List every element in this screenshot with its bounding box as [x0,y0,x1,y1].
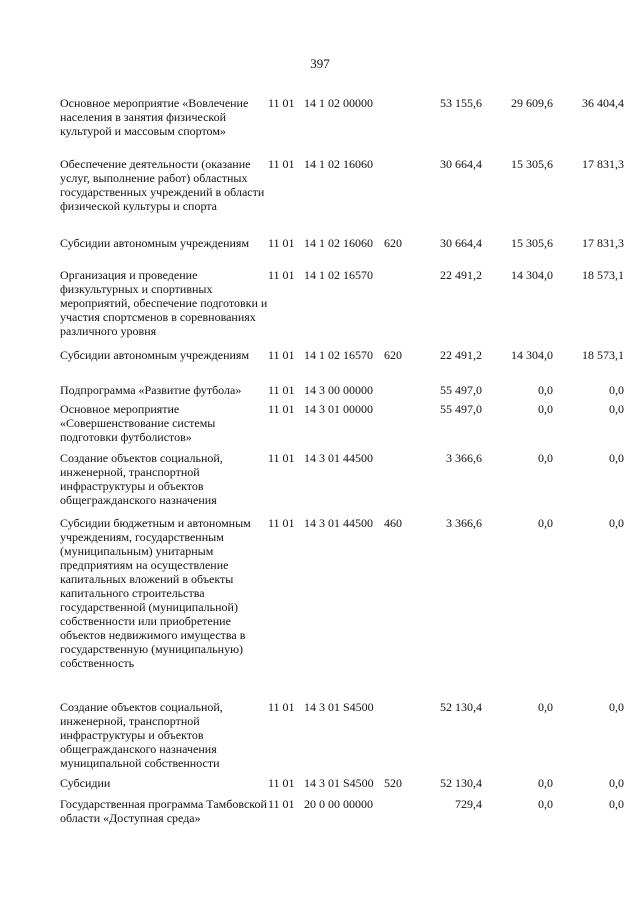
row-target-article: 14 3 01 44500 [304,516,373,530]
row-target-article: 14 3 01 00000 [304,402,373,416]
row-value-3: 0,0 [609,516,624,530]
page-number: 397 [310,56,330,71]
row-target-article: 20 0 00 00000 [304,797,373,811]
row-value-2: 0,0 [538,451,553,465]
row-value-1: 729,4 [455,797,482,811]
row-value-2: 29 609,6 [511,96,553,110]
row-name: Обеспечение деятельности (оказание услуг, выполнение работ) областных государственных учреждений в области физической культуры и спорта [60,157,265,213]
row-value-1: 3 366,6 [446,451,482,465]
row-value-2: 14 304,0 [511,348,553,362]
row-name: Организация и проведение физкультурных и спортивных мероприятий, обеспечение подготовки и участия спортсменов в соревнованиях различного уровня [60,268,268,338]
row-name: Субсидии бюджетным и автономным учреждениям, государственным (муниципальным) унитарным предприятиям на осуществление капитальных вложений в объекты капитального строительства государственной (муниципальной) собственности или приобретение объектов недвижимого имущества в государственную (муниципальную) собственность [60,516,251,670]
row-target-article: 14 1 02 16570 [304,348,373,362]
row-value-3: 0,0 [609,700,624,714]
row-name: Субсидии [60,776,111,790]
row-section: 11 01 [268,700,295,714]
row-value-3: 36 404,4 [582,96,624,110]
row-target-article: 14 3 01 S4500 [304,776,374,790]
row-value-2: 14 304,0 [511,268,553,282]
row-expense-type: 620 [384,348,402,362]
row-name: Государственная программа Тамбовской области «Доступная среда» [60,797,267,825]
row-value-3: 0,0 [609,402,624,416]
row-value-1: 55 497,0 [440,402,482,416]
row-value-3: 17 831,3 [582,236,624,250]
row-value-2: 0,0 [538,516,553,530]
row-value-3: 0,0 [609,383,624,397]
row-value-3: 0,0 [609,776,624,790]
row-value-2: 0,0 [538,776,553,790]
row-expense-type: 620 [384,236,402,250]
row-value-2: 0,0 [538,402,553,416]
row-value-1: 22 491,2 [440,348,482,362]
row-name: Создание объектов социальной, инженерной, транспортной инфраструктуры и объектов общегражданского назначения [60,451,223,507]
row-name: Основное мероприятие «Совершенствование системы подготовки футболистов» [60,402,216,444]
row-section: 11 01 [268,268,295,282]
row-value-3: 0,0 [609,797,624,811]
row-target-article: 14 1 02 16570 [304,268,373,282]
row-section: 11 01 [268,797,295,811]
row-section: 11 01 [268,157,295,171]
row-expense-type: 520 [384,776,402,790]
row-value-2: 0,0 [538,383,553,397]
row-name: Основное мероприятие «Вовлечение населения в занятия физической культурой и массовым спортом» [60,96,249,138]
row-value-1: 3 366,6 [446,516,482,530]
row-section: 11 01 [268,776,295,790]
row-target-article: 14 1 02 00000 [304,96,373,110]
row-value-3: 17 831,3 [582,157,624,171]
row-section: 11 01 [268,236,295,250]
row-value-1: 55 497,0 [440,383,482,397]
row-target-article: 14 3 01 S4500 [304,700,374,714]
row-value-1: 22 491,2 [440,268,482,282]
row-section: 11 01 [268,402,295,416]
row-target-article: 14 3 00 00000 [304,383,373,397]
row-value-3: 0,0 [609,451,624,465]
row-value-2: 15 305,6 [511,236,553,250]
row-value-2: 0,0 [538,797,553,811]
row-section: 11 01 [268,383,295,397]
row-name: Подпрограмма «Развитие футбола» [60,383,242,397]
row-value-2: 0,0 [538,700,553,714]
row-section: 11 01 [268,96,295,110]
row-value-1: 52 130,4 [440,776,482,790]
row-value-3: 18 573,1 [582,348,624,362]
row-name: Субсидии автономным учреждениям [60,236,250,250]
row-name: Субсидии автономным учреждениям [60,348,250,362]
row-target-article: 14 1 02 16060 [304,157,373,171]
row-name: Создание объектов социальной, инженерной, транспортной инфраструктуры и объектов общегражданского назначения муниципальной собственности [60,700,223,770]
row-value-2: 15 305,6 [511,157,553,171]
row-value-1: 30 664,4 [440,236,482,250]
row-section: 11 01 [268,451,295,465]
row-target-article: 14 1 02 16060 [304,236,373,250]
row-value-1: 53 155,6 [440,96,482,110]
row-section: 11 01 [268,516,295,530]
row-expense-type: 460 [384,516,402,530]
row-value-3: 18 573,1 [582,268,624,282]
row-target-article: 14 3 01 44500 [304,451,373,465]
row-value-1: 52 130,4 [440,700,482,714]
row-value-1: 30 664,4 [440,157,482,171]
row-section: 11 01 [268,348,295,362]
